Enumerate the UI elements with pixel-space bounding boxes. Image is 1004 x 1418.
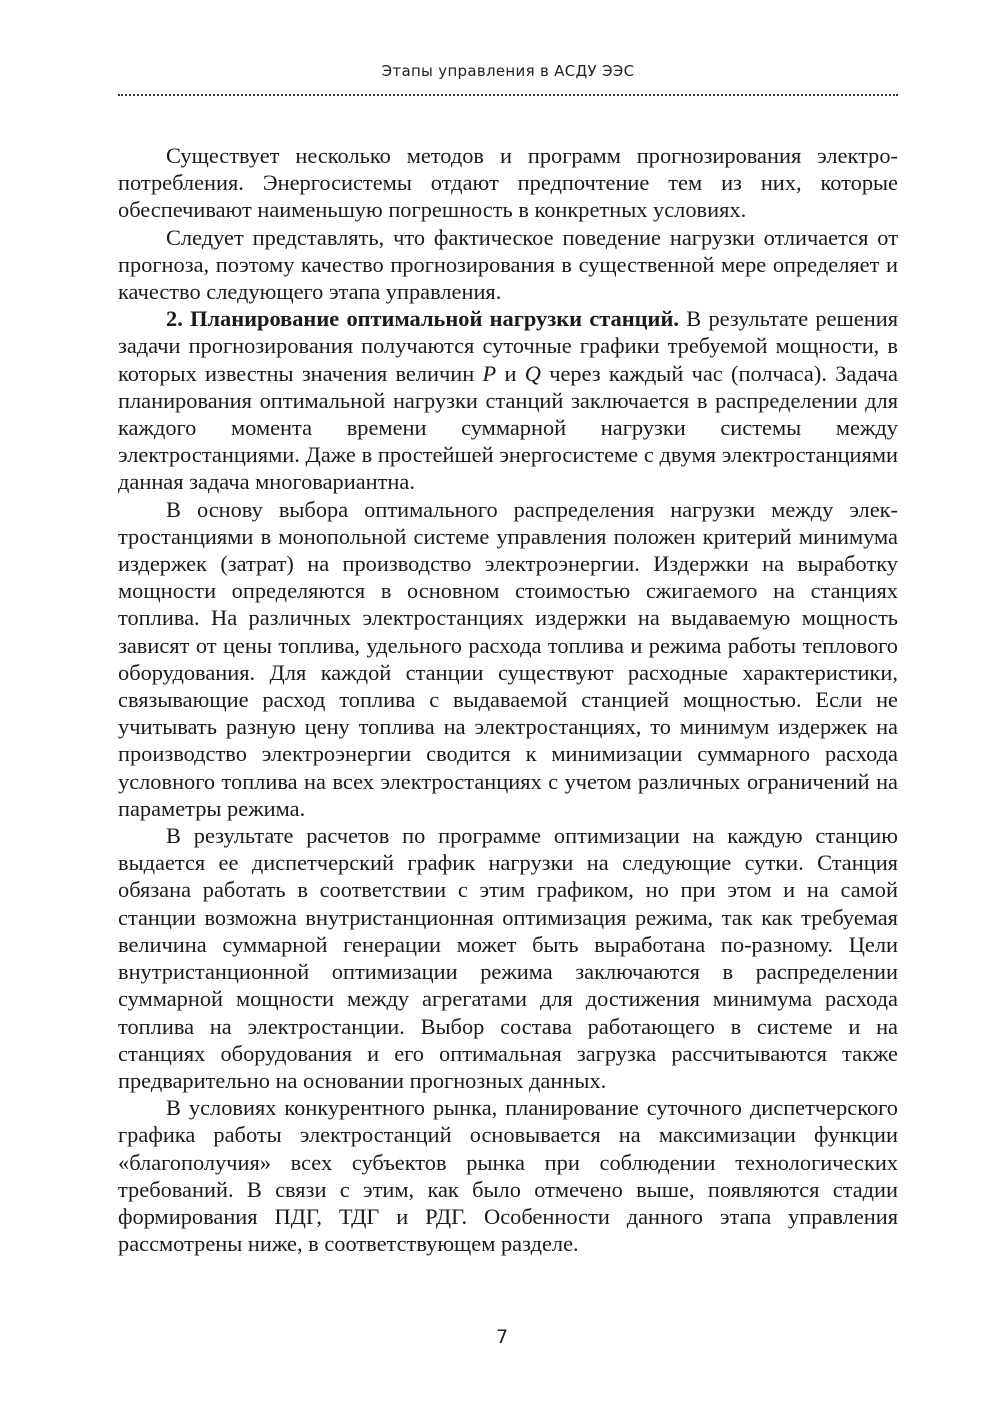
paragraph-3-text-a: В результате решения задачи прогнозирования получаются суточные графики требуемой мощности, в которых известны значения величин [118, 306, 898, 386]
paragraph-2: Следует представлять, что фактическое поведение нагрузки отличается от прогноза, поэтому качество прогнозирования в существенной мере определяет и качество следующего этапа управления. [118, 224, 898, 305]
header-dotted-rule [118, 94, 898, 96]
running-header: Этапы управления в АСДУ ЭЭС [381, 62, 635, 80]
section-heading: 2. Планирование оптимальной нагрузки станций. [166, 306, 679, 332]
paragraph-6: В условиях конкурентного рынка, планирование суточного диспетчерского графика работы электростанций основывается на максимизации функции «благополучия» всех субъектов рынка при соблюдении технологических требований. В связи с этим, как было отмечено выше, появляются стадии формирования ПДГ, ТДГ и РДГ. Особенности данного этапа управления рассмотрены ниже, в соответствующем разделе. [118, 1095, 898, 1257]
variable-q: Q [524, 360, 541, 386]
paragraph-3 [118, 305, 898, 495]
paragraph-5: В результате расчетов по программе оптимизации на каждую станцию выдается ее диспетчерский график нагрузки на следующие сутки. Станция обязана работать в соответствии с этим графиком, но при этом и на самой станции возможна внутристанционная оптимизация режима, так как требуемая величина суммарной генерации может быть выработана по-разному. Цели внутристанционной оптимизации режима заключаются в распределении суммарной мощности между агрегатами для достижения минимума расхода топлива на электростанции. Выбор состава работающего в системе и на станциях оборудования и его оптимальная загрузка рассчитываются также предварительно на основании прогнозных данных. [118, 823, 898, 1093]
conjunction: и [496, 360, 525, 386]
page-body [118, 140, 898, 1257]
paragraph-3-text-b: через каждый час (полчаса). Задача планирования оптимальной нагрузки станций заключается в распределении для каждого момента времени суммарной нагрузки системы между электростанциями. Даже в простейшей энергосистеме с двумя электростанциями данная задача многовариантна. [118, 360, 898, 495]
variable-p: P [482, 360, 497, 386]
page-number: 7 [495, 1326, 509, 1348]
paragraph-4: В основу выбора оптимального распределения нагрузки между электростанциями в монопольной системе управления положен критерий минимума издержек (затрат) на производство электроэнергии. Издержки на выработку мощности определяются в основном стоимостью сжигаемого на станциях топлива. На различных электростанциях издержки на выдаваемую мощность зависят от цены топлива, удельного расхода топлива и режима работы теплового оборудования. Для каждой станции существуют расходные характеристики, связывающие расход топлива с выдаваемой станцией мощностью. Если не учитывать разную цену топлива на электростанциях, то минимум издержек на производство электроэнергии сводится к минимизации суммарного расхода условного топлива на всех электростанциях с учетом различных ограничений на параметры режима. [118, 496, 898, 821]
paragraph-1: Существует несколько методов и программ прогнозирования электропотребления. Энергосистемы отдают предпочтение тем из них, которые обеспечивают наименьшую погрешность в конкретных условиях. [118, 143, 898, 223]
